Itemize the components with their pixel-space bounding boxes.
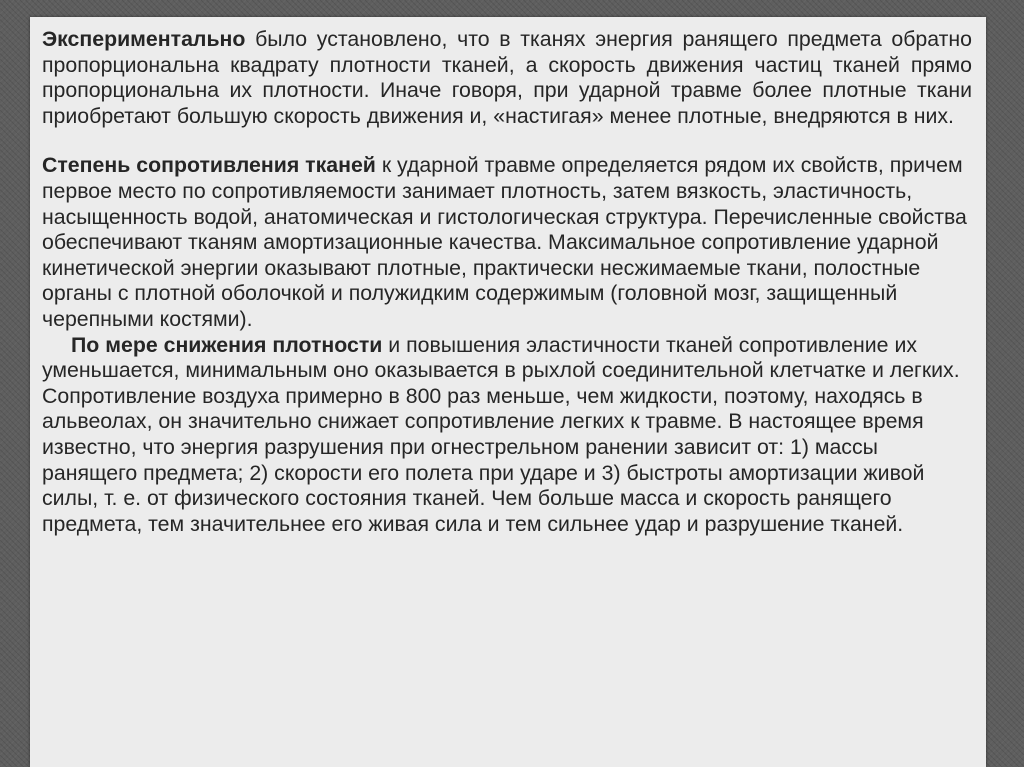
paragraph-lead: Экспериментально	[42, 27, 246, 51]
slide-content	[30, 17, 986, 767]
paragraph-text: к ударной травме определяется рядом их свойств, причем первое место по сопротивляемости занимает плотность, затем вязкость, эластичность, насыщенность водой, анатомическая и гистологическая структура. Перечисленные свойства обеспечивают тканям амортизационные качества. Максимальное сопротивление ударной кинетической энергии оказывают плотные, практически несжимаемые ткани, полостные органы с плотной оболочкой и полужидким содержимым (головной мозг, защищенный черепными костями).	[42, 153, 967, 331]
paragraph-text: и повышения эластичности тканей сопротивление их уменьшается, минимальным оно оказывается в рыхлой соединительной клетчатке и легких. Сопротивление воздуха примерно в 800 раз меньше, чем жидкости, поэтому, находясь в альвеолах, он значительно снижает сопротивление легких к травме. В настоящее время известно, что энергия разрушения при огнестрельном ранении зависит от: 1) массы ранящего предмета; 2) скорости его полета при ударе и 3) быстроты амортизации живой силы, т. е. от физического состояния тканей. Чем больше масса и скорость ранящего предмета, тем значительнее его живая сила и тем сильнее удар и разрушение тканей.	[42, 332, 960, 536]
paragraph-lead: По мере снижения плотности	[71, 332, 383, 357]
paragraph-density	[42, 333, 972, 538]
paragraph-text: было установлено, что в тканях энергия ранящего предмета обратно пропорциональна квадрату плотности тканей, а скорость движения частиц тканей прямо пропорциональна их плотности. Иначе говоря, при ударной травме более плотные ткани приобретают большую скорость движения и, «настигая» менее плотные, внедряются в них.	[42, 27, 972, 128]
paragraph-resistance	[42, 153, 972, 332]
paragraph-experimental	[42, 27, 972, 129]
paragraph-lead: Степень сопротивления тканей	[42, 153, 376, 178]
